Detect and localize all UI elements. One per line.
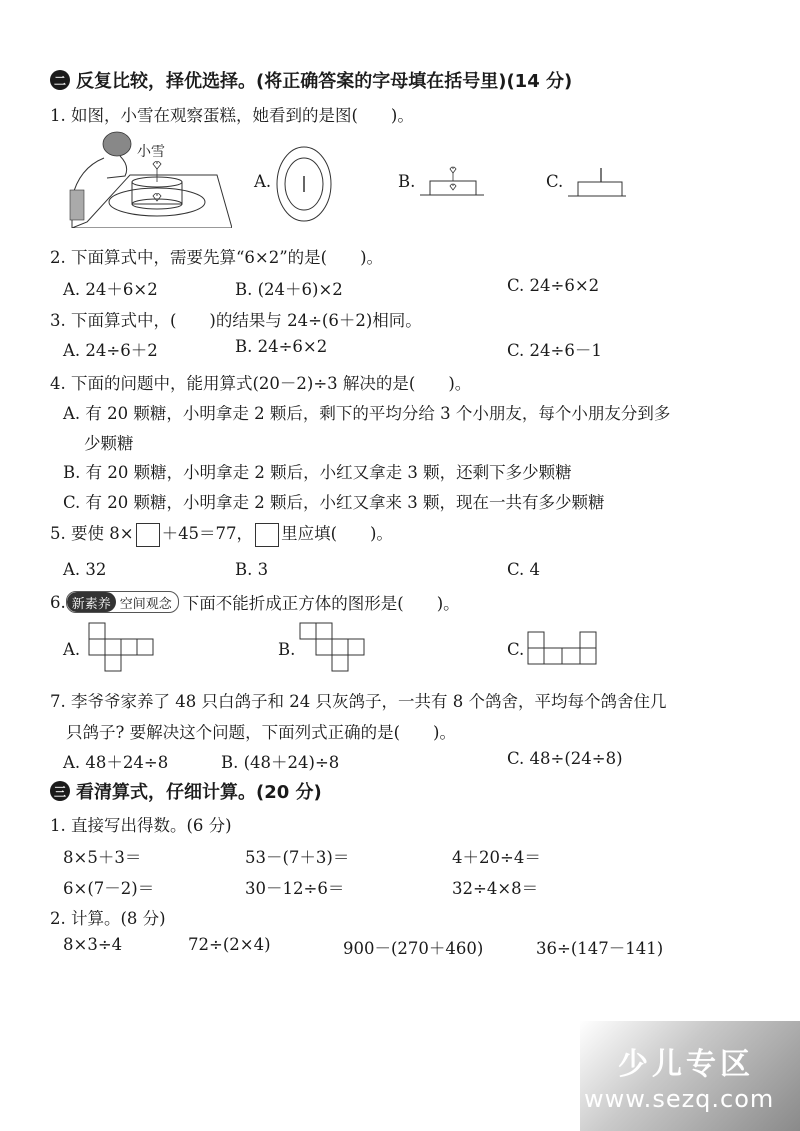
tag-new-literacy: 新素养 [67, 592, 116, 612]
calc-1-item: 30－12÷6＝ [245, 879, 345, 898]
q4-option-b: B. 有 20 颗糖，小明拿走 2 颗后，小红又拿走 3 颗，还剩下多少颗糖 [63, 463, 572, 482]
calc-2-item: 900－(270＋460) [343, 939, 484, 958]
calc-2-item: 36÷(147－141) [536, 939, 664, 958]
question-6-text [50, 590, 460, 614]
q6-option-b-label: B. [278, 640, 296, 659]
calc-1-item: 32÷4×8＝ [452, 879, 539, 898]
q3-option-b: B. 24÷6×2 [235, 337, 328, 356]
calc-1-item: 8×5＋3＝ [63, 848, 142, 867]
watermark-title: 少儿专区 [618, 1047, 754, 1082]
q5-suffix: 里应填( )。 [281, 524, 393, 543]
q1-option-b-label: B. [398, 172, 416, 191]
q6-number: 6. [50, 592, 66, 612]
section-title: 反复比较，择优选择。(将正确答案的字母填在括号里)(14 分) [76, 71, 573, 92]
girl-name-label: 小雪 [137, 144, 165, 160]
q5-prefix: 5. 要使 8× [50, 524, 134, 543]
q6-option-c-label: C. [507, 640, 525, 659]
section-3-header [50, 778, 322, 804]
question-7-text-line1: 7. 李爷爷家养了 48 只白鸽子和 24 只灰鸽子，一共有 8 个鸽舍，平均每个鸽舍住几 [50, 692, 667, 711]
q5-option-b: B. 3 [235, 560, 269, 579]
question-7-text-line2: 只鸽子? 要解决这个问题，下面列式正确的是( )。 [66, 723, 456, 742]
question-2-text: 2. 下面算式中，需要先算“6×2”的是( )。 [50, 248, 384, 267]
watermark-url: www.sezq.com [584, 1085, 775, 1113]
q1-option-c-label: C. [546, 172, 564, 191]
tag-spatial-concept: 空间观念 [119, 596, 172, 612]
q5-option-c: C. 4 [507, 560, 541, 579]
q1-option-a-label: A. [254, 172, 272, 191]
question-4-text: 4. 下面的问题中，能用算式(20－2)÷3 解决的是( )。 [50, 374, 472, 393]
q2-option-b: B. (24＋6)×2 [235, 280, 343, 299]
cake-side-view-stick-icon [568, 166, 626, 200]
watermark [580, 1021, 800, 1131]
q4-option-a-continued: 少颗糖 [84, 434, 134, 453]
calc-1-instruction: 1. 直接写出得数。(6 分) [50, 816, 232, 835]
q2-option-a: A. 24＋6×2 [63, 280, 158, 299]
calc-1-item: 4＋20÷4＝ [452, 848, 541, 867]
section-2-header [50, 67, 572, 93]
q7-option-b: B. (48＋24)÷8 [221, 753, 340, 772]
cube-net-b-icon [299, 622, 369, 674]
question-3-text: 3. 下面算式中，( )的结果与 24÷(6＋2)相同。 [50, 311, 422, 330]
q4-option-a: A. 有 20 颗糖，小明拿走 2 颗后，剩下的平均分给 3 个小朋友，每个小朋友分到多 [63, 404, 671, 423]
cube-net-c-icon [527, 631, 599, 667]
literacy-tag [66, 591, 179, 613]
q4-option-c: C. 有 20 颗糖，小明拿走 2 颗后，小红又拿来 3 颗，现在一共有多少颗糖 [63, 493, 605, 512]
calc-1-item: 6×(7－2)＝ [63, 879, 155, 898]
q5-middle: ＋45＝77， [161, 524, 254, 543]
q6-question: 下面不能折成正方体的图形是( )。 [182, 594, 460, 613]
calc-1-item: 53－(7＋3)＝ [245, 848, 350, 867]
q7-option-a: A. 48＋24÷8 [63, 753, 169, 772]
cube-net-a-icon [88, 622, 158, 674]
question-1-text: 1. 如图，小雪在观察蛋糕，她看到的是图( )。 [50, 106, 414, 125]
cake-top-view-circles-icon [273, 143, 335, 225]
cake-front-view-heart-icon [420, 165, 484, 199]
question-5-text [50, 520, 393, 547]
q6-option-a-label: A. [63, 640, 81, 659]
calc-2-instruction: 2. 计算。(8 分) [50, 909, 166, 928]
answer-box [136, 523, 160, 547]
section-number-badge: 三 [50, 781, 70, 801]
q3-option-a: A. 24÷6＋2 [63, 341, 158, 360]
answer-box [255, 523, 279, 547]
calc-2-item: 8×3÷4 [63, 935, 123, 954]
q2-option-c: C. 24÷6×2 [507, 276, 600, 295]
girl-observing-cake-illustration [62, 130, 232, 228]
q3-option-c: C. 24÷6－1 [507, 341, 602, 360]
q5-option-a: A. 32 [63, 560, 107, 579]
q7-option-c: C. 48÷(24÷8) [507, 749, 623, 768]
section-title: 看清算式，仔细计算。(20 分) [76, 782, 322, 803]
section-number-badge: 二 [50, 70, 70, 90]
calc-2-item: 72÷(2×4) [188, 935, 271, 954]
